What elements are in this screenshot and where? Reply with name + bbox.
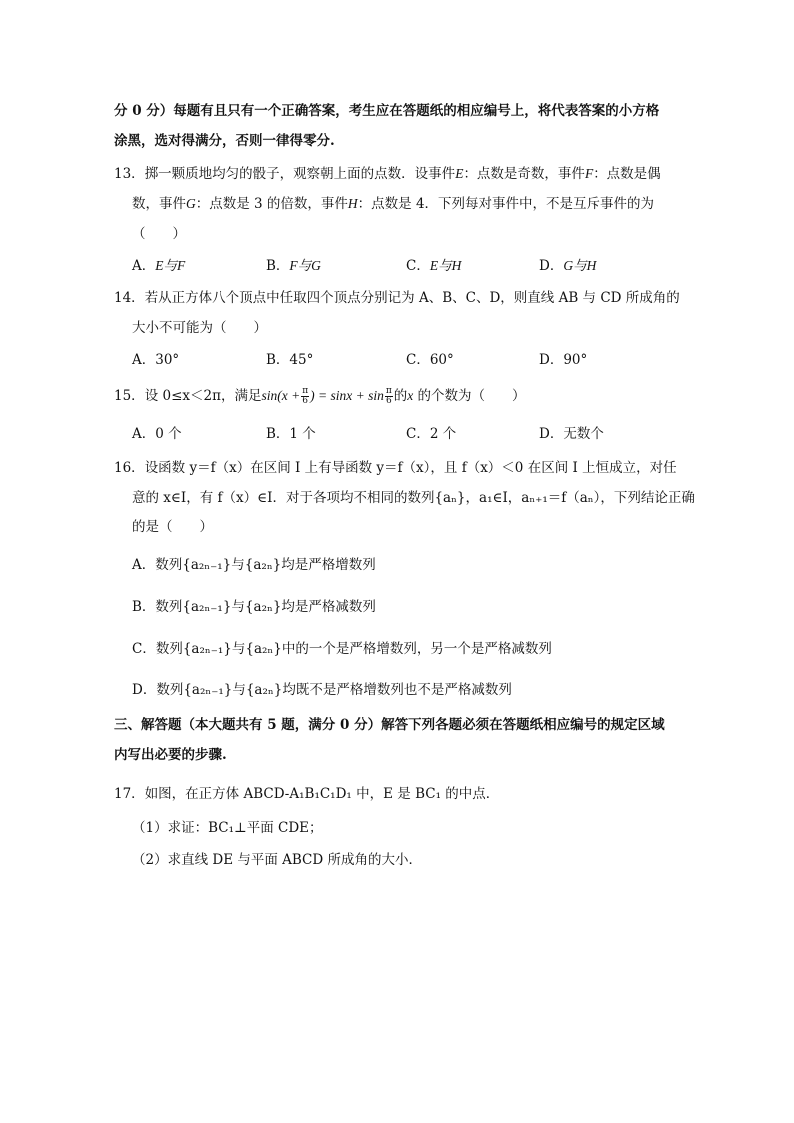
q16-line-3: 的是（ ） [132,519,213,535]
q15-option-b[interactable]: B．1 个 [266,426,316,442]
q16-line-1: 16．设函数 y＝f（x）在区间 I 上有导函数 y＝f（x），且 f（x）＜0 在区间 I 上恒成立，对任 [114,460,677,476]
q17-part-2: （2）求直线 DE 与平面 ABCD 所成角的大小． [132,852,423,868]
q14-line-1: 14．若从正方体八个顶点中任取四个顶点分别记为 A、B、C、D，则直线 AB 与 CD 所成角的 [114,290,680,306]
q14-number: 14． [114,290,145,306]
q13-line-2: 数，事件G：点数是 3 的倍数，事件H：点数是 4．下列每对事件中，不是互斥事件的为 [132,196,655,212]
q14-option-c[interactable]: C．60° [406,352,454,368]
q13-number: 13． [114,166,145,182]
q15-fraction: $\frac{\pi}{6}$ [302,386,309,406]
q15-formula-b: ) = sinx + sin [310,388,384,403]
section-3-heading-line-1: 三、解答题（本大题共有 5 题，满分 0 分）解答下列各题必须在答题纸相应编号的规定区域 [114,717,665,733]
q15-formula-a: sin(x + [261,388,301,403]
q13-option-d[interactable]: D．G与H [539,258,597,274]
q13-answer-paren: （ ） [132,226,186,242]
q16-option-d[interactable]: D．数列{a₂ₙ₋₁}与{a₂ₙ}均既不是严格增数列也不是严格减数列 [132,682,512,698]
q15-number: 15． [114,388,145,404]
q15-fraction-2: $\frac{\pi}{6}$ [385,386,392,406]
q15-option-d[interactable]: D．无数个 [539,426,604,442]
q16-option-b[interactable]: B．数列{a₂ₙ₋₁}与{a₂ₙ}均是严格减数列 [132,599,376,615]
q14-line-2: 大小不可能为（ ） [132,320,267,336]
q13-option-c[interactable]: C．E与H [406,258,462,274]
q15-line-1: 15．设 0≤x＜2π，满足sin(x + $\frac{\pi}{6}$ ) = sinx + sin $\frac{\pi}{6}$ 的x 的个数为（ ） [114,386,526,406]
q14-option-a[interactable]: A．30° [132,352,180,368]
q14-option-d[interactable]: D．90° [539,352,588,368]
q17-part-1: （1）求证：BC₁⊥平面 CDE； [132,820,323,836]
q16-number: 16． [114,460,145,476]
q16-option-c[interactable]: C．数列{a₂ₙ₋₁}与{a₂ₙ}中的一个是严格增数列，另一个是严格减数列 [132,641,552,657]
q17-number: 17． [114,786,145,802]
q13-line-1: 13．掷一颗质地均匀的骰子，观察朝上面的点数．设事件E：点数是奇数，事件F：点数是偶 [114,166,661,182]
q14-option-b[interactable]: B．45° [266,352,314,368]
q16-option-a[interactable]: A．数列{a₂ₙ₋₁}与{a₂ₙ}均是严格增数列 [132,557,376,573]
q15-option-a[interactable]: A．0 个 [132,426,182,442]
section-3-heading-line-2: 内写出必要的步骤. [114,747,227,763]
q16-line-2: 意的 x∈I，有 f（x）∈I．对于各项均不相同的数列{aₙ}，a₁∈I，aₙ₊₁＝f（aₙ），下列结论正确 [132,490,695,506]
q13-option-b[interactable]: B．F与G [266,258,321,274]
q13-option-a[interactable]: A．E与F [132,258,186,274]
instructions-line-1: 分 0 分）每题有且只有一个正确答案，考生应在答题纸的相应编号上，将代表答案的小方格 [114,103,660,119]
q15-option-c[interactable]: C．2 个 [406,426,457,442]
q17-line-1: 17．如图，在正方体 ABCD-A₁B₁C₁D₁ 中，E 是 BC₁ 的中点． [114,786,500,802]
instructions-line-2: 涂黑，选对得满分，否则一律得零分. [114,133,335,149]
